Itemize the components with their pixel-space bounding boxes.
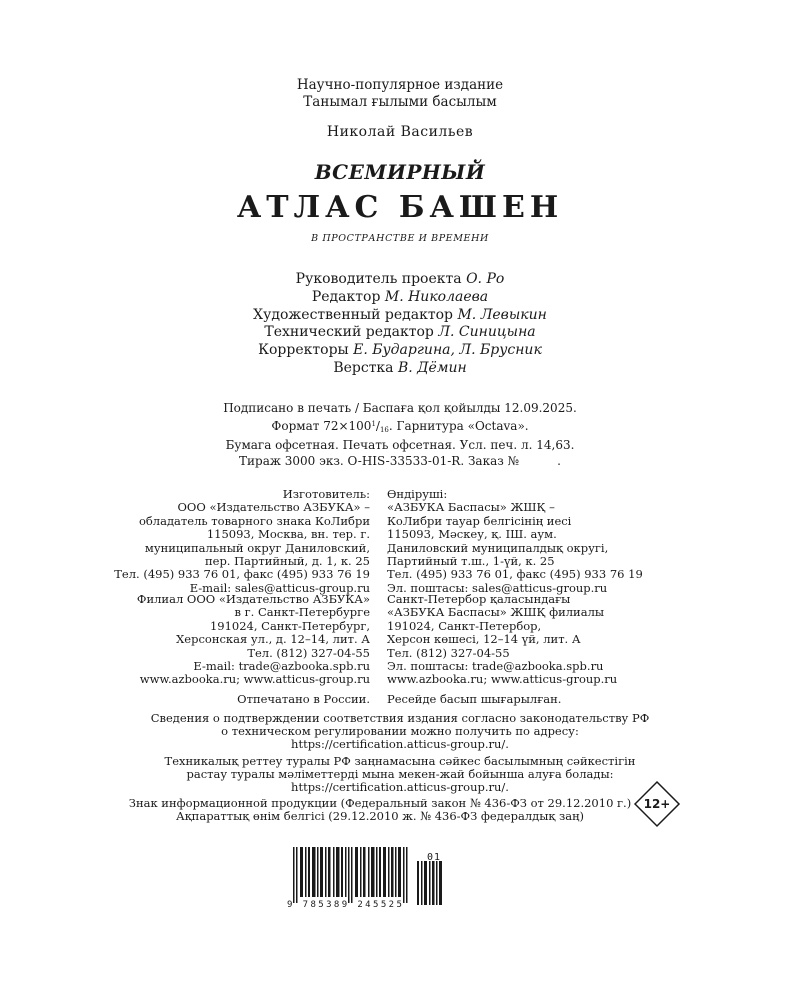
paper-line: Бумага офсетная. Печать офсетная. Усл. печ. л. 14,63. [225, 438, 575, 452]
credit-line: Верстка В. Дёмин [333, 359, 467, 376]
credit-line: Художественный редактор М. Левыкин [253, 306, 547, 323]
websites-kz: www.azbooka.ru; www.atticus-group.ru [387, 672, 618, 686]
edition-type-kz: Танымал ғылыми басылым [303, 94, 497, 110]
printed-in-ru: Отпечатано в России. [237, 692, 370, 706]
credit-line: Корректоры Е. Бударгина, Л. Брусник [258, 342, 542, 359]
branch-ru: Филиал ООО «Издательство АЗБУКА» в г. Санкт-Петербурге 191024, Санкт-Петербург, Херсонская ул., д. 12–14, лит. А Тел. (812) 327-04-55 E-mail: trade@azbooka.spb.ru [136, 592, 370, 674]
age-rating: 12+ [643, 797, 671, 811]
isbn-barcode-icon [283, 845, 448, 907]
barcode-digits: 9 785389 245525 [287, 900, 405, 910]
certification-ru: Сведения о подтверждении соответствия издания согласно законодательству РФ о техническом регулировании можно получить по адресу: https://certification.atticus-group.ru/. [150, 711, 650, 752]
print-run-line: Тираж 3000 экз. O-HIS-33533-01-R. Заказ № . [239, 453, 561, 468]
credit-line: Технический редактор Л. Синицына [264, 324, 536, 341]
printed-in-kz: Ресейде басып шығарылған. [387, 692, 562, 706]
title-line-3: В ПРОСТРАНСТВЕ И ВРЕМЕНИ [311, 233, 489, 244]
websites-ru: www.azbooka.ru; www.atticus-group.ru [139, 672, 370, 686]
credits-block [0, 271, 800, 378]
barcode-addon: 01 [427, 852, 442, 863]
branch-kz: Санкт-Петербор қаласындағы «АЗБУКА Баспасы» ЖШҚ филиалы 191024, Санкт-Петербор, Херсон көшесі, 12–14 үй, лит. А Тел. (812) 327-04-55 Эл. поштасы: trade@azbooka.spb.ru [387, 592, 605, 674]
title-line-1: ВСЕМИРНЫЙ [314, 160, 486, 184]
info-sign-kz: Ақпараттық өнім белгісі (29.12.2010 ж. № 436-ФЗ федералдық заң) [176, 809, 584, 823]
publication-info [0, 401, 800, 469]
edition-type-ru: Научно-популярное издание [296, 77, 504, 93]
signed-line: Подписано в печать / Баспаға қол қойылды 12.09.2025. [223, 401, 577, 415]
format-line: Формат $72\times 100^1/_{16}$. Гарнитура «Octava». [271, 418, 529, 434]
info-sign-ru: Знак информационной продукции (Федеральный закон № 436-ФЗ от 29.12.2010 г.) [128, 796, 632, 810]
credit-line: Редактор М. Николаева [311, 288, 489, 305]
author-name: Николай Васильев [326, 124, 474, 140]
title-line-2: АТЛАС БАШЕН [236, 190, 564, 225]
credit-line: Руководитель проекта О. Ро [295, 271, 505, 287]
certification-kz: Техникалық реттеу туралы РФ заңнамасына сәйкес басылымның сәйкестігін растау туралы мәліметтерді мына мекен-жай бойынша алуға болады: https://certification.atticus-group.ru/. [164, 754, 636, 795]
manufacturer-kz: Өндіруші: «АЗБУКА Баспасы» ЖШҚ – КоЛибри тауар белгісінің иесі 115093, Мәскеу, қ. ІШ. аум. Даниловский муниципалдық округі, Партийный т.ш., 1-үй, к. 25 Тел. (495) 933 76 01, факс (495) 933 76 19 Эл. поштасы: sales@atticus-group.ru [387, 487, 643, 595]
manufacturer-ru: Изготовитель: ООО «Издательство АЗБУКА» – обладатель товарного знака КоЛибри 115093, Москва, вн. тер. г. муниципальный округ Даниловский, пер. Партийный, д. 1, к. 25 Тел. (495) 933 76 01, факс (495) 933 76 19 E-mail: sales@atticus-group.ru [114, 487, 370, 595]
